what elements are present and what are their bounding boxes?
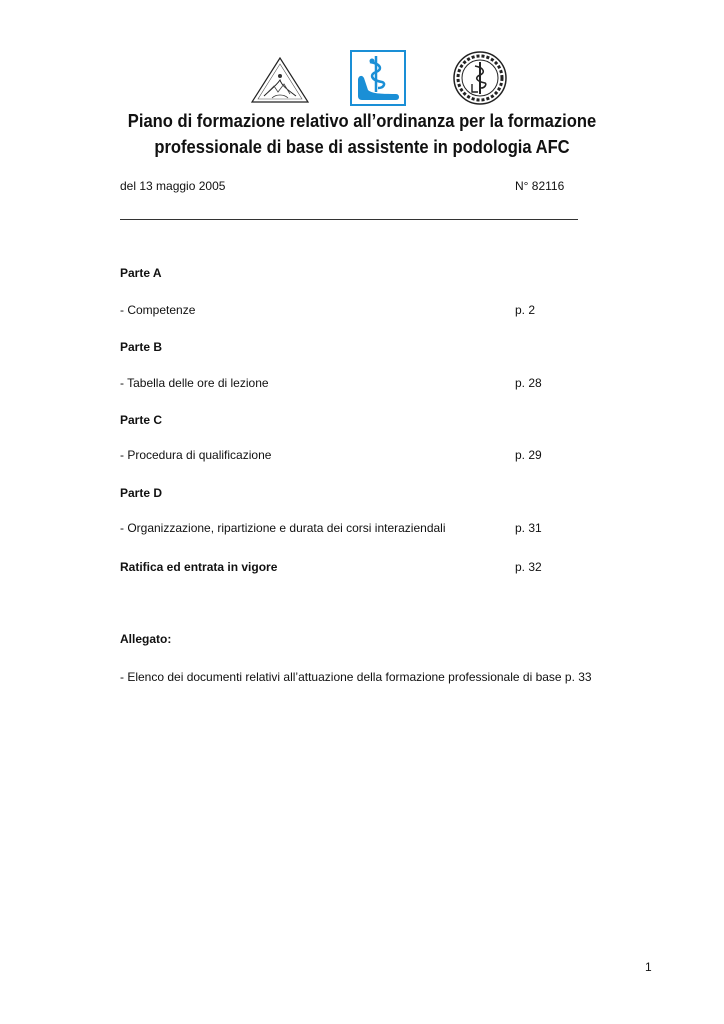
toc-heading-parte-b <box>120 340 590 356</box>
toc-heading-label: Parte B <box>120 340 163 354</box>
toc-entry-tabella <box>120 376 590 392</box>
circle-caduceus-seal-icon <box>452 50 508 106</box>
triangle-foot-logo-icon <box>250 56 310 104</box>
toc-heading-parte-a <box>120 266 590 282</box>
document-date: del 13 maggio 2005 <box>120 179 226 193</box>
toc-heading-label: Allegato: <box>120 632 172 646</box>
logo-bar <box>0 48 724 104</box>
toc-entry-page: p. 32 <box>515 560 542 574</box>
toc-entry-label: - Procedura di qualificazione <box>120 448 272 462</box>
toc-entry-page: p. 2 <box>515 303 536 317</box>
toc-heading-label: Parte D <box>120 486 163 500</box>
toc-entry-label: - Tabella delle ore di lezione <box>120 376 269 390</box>
document-number: N° 82116 <box>515 179 565 193</box>
toc-heading-label: Parte A <box>120 266 162 280</box>
toc-entry-elenco <box>120 670 590 686</box>
toc-entry-label: - Elenco dei documenti relativi all’attuazione della formazione professionale di base p. 33 <box>120 670 592 684</box>
toc-heading-parte-d <box>120 486 590 502</box>
document-title <box>121 108 603 160</box>
title-line-2: professionale di base di assistente in podologia AFC <box>154 137 570 157</box>
toc-entry-competenze <box>120 303 590 319</box>
toc-heading-parte-c <box>120 413 590 429</box>
toc-entry-label: - Organizzazione, ripartizione e durata dei corsi interaziendali <box>120 521 446 535</box>
horizontal-rule <box>120 219 578 220</box>
toc-heading-allegato <box>120 632 590 648</box>
toc-entry-page: p. 28 <box>515 376 542 390</box>
toc-entry-label: - Competenze <box>120 303 196 317</box>
toc-entry-page: p. 31 <box>515 521 542 535</box>
foot-caduceus-logo-icon <box>350 50 406 106</box>
toc-entry-label: Ratifica ed entrata in vigore <box>120 560 278 574</box>
title-line-1: Piano di formazione relativo all’ordinanza per la formazione <box>127 111 597 131</box>
toc-entry-ratifica <box>120 560 590 576</box>
toc-entry-organizzazione <box>120 521 590 537</box>
toc-heading-label: Parte C <box>120 413 163 427</box>
page-number: 1 <box>645 960 652 974</box>
toc-entry-page: p. 29 <box>515 448 542 462</box>
toc-entry-procedura <box>120 448 590 464</box>
